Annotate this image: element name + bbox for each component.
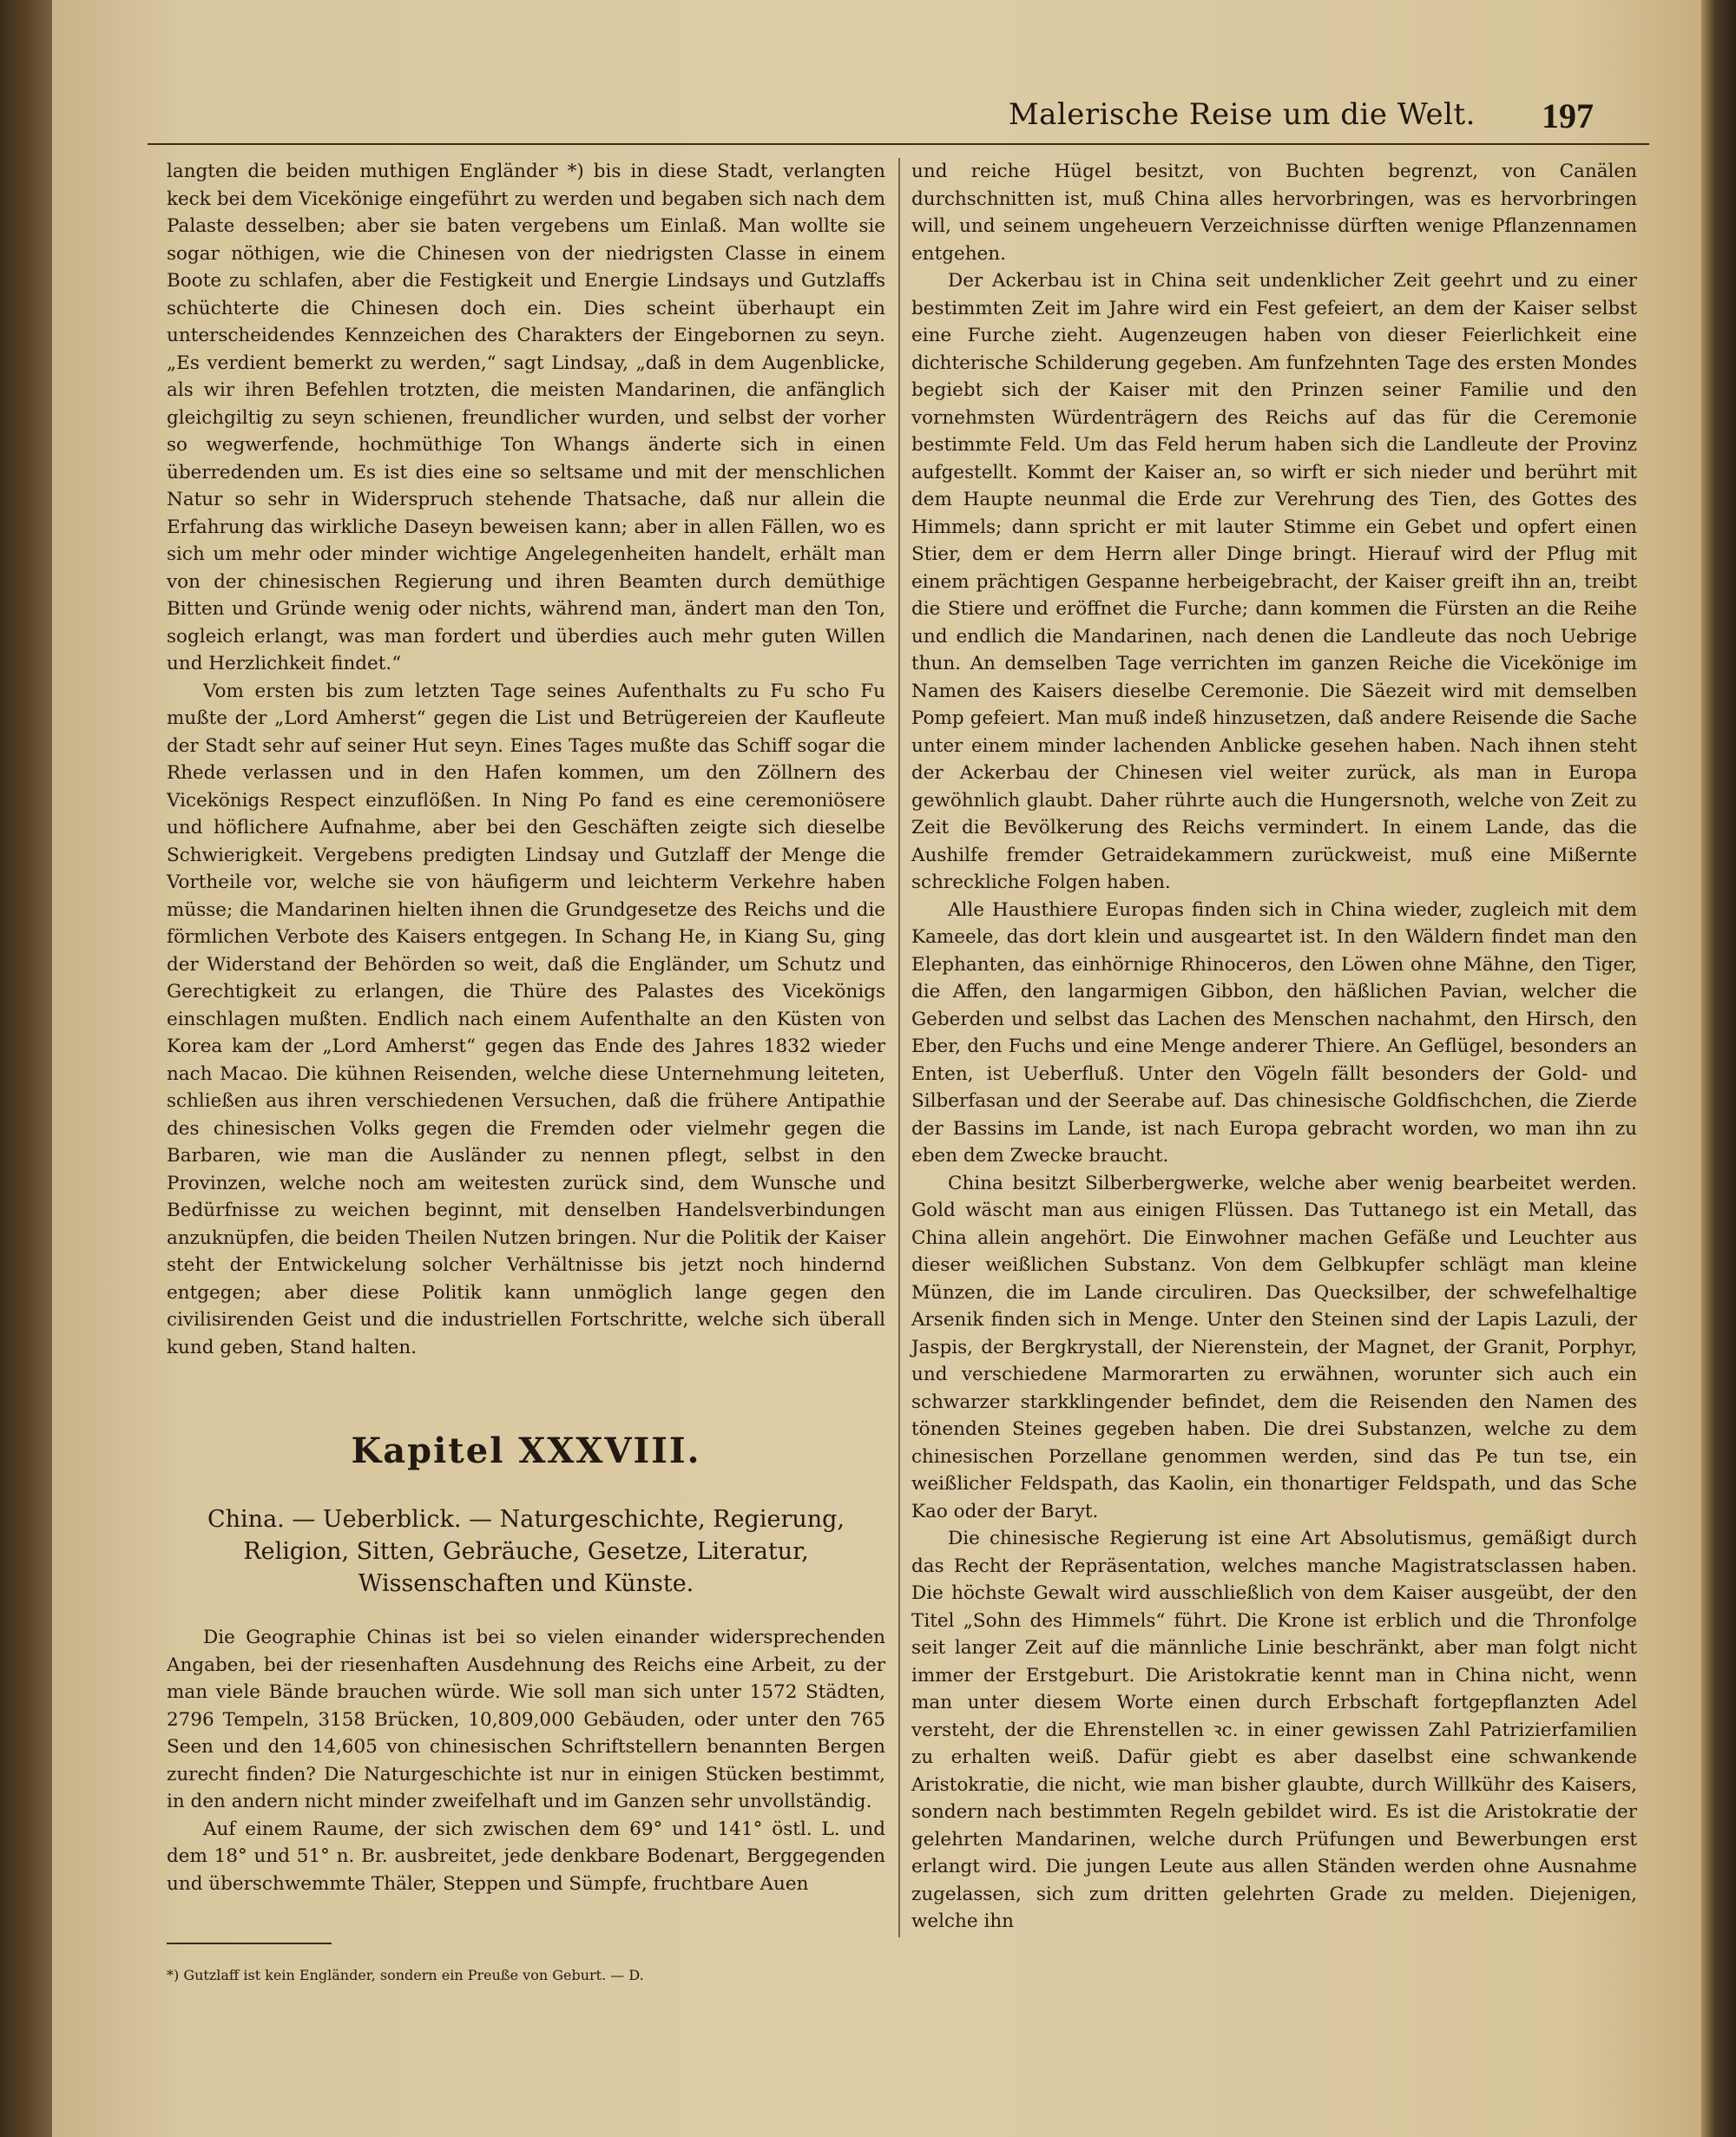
paragraph: Auf einem Raume, der sich zwischen dem 69° und 141° östl. L. und dem 18° und 51° n. Br. ausbreitet, jede denkbare Bodenart, Berggegenden und überschwemmte Thäler, Steppen und Sümpfe, fruchtbare Auen	[167, 1818, 885, 1895]
paragraph: Alle Hausthiere Europas finden sich in China wieder, zugleich mit dem Kameele, das dort klein und ausgeartet ist. In den Wäldern findet man den Elephanten, das einhörnige Rhinoceros, den Löwen ohne Mähne, den Tiger, die Affen, den langarmigen Gibbon, den häßlichen Pavian, welcher die Geberden und selbst das Lachen des Menschen nachahmt, den Hirsch, den Eber, den Fuchs und eine Menge anderer Thiere. An Geflügel, besonders an Enten, ist Ueberfluß. Unter den Vögeln fällt besonders der Gold- und Silberfasan und der Seerabe auf. Das chinesische Goldfischchen, die Zierde der Bassins im Lande, ist nach Europa gebracht worden, wo man ihn zu eben dem Zwecke braucht.	[911, 898, 1637, 1167]
header-rule	[148, 143, 1649, 145]
footnote: *) Gutzlaff ist kein Engländer, sondern ein Preuße von Geburt. — D.	[167, 1967, 644, 1983]
page-edge-shadow	[1701, 0, 1736, 2137]
right-column	[911, 158, 1637, 1936]
book-spine-shadow	[0, 0, 52, 2137]
running-head	[52, 95, 1597, 139]
column-divider	[898, 158, 900, 1937]
chapter-title: Kapitel XXXVIII.	[351, 1430, 701, 1471]
left-column	[167, 158, 885, 1986]
footnote-rule	[167, 1943, 332, 1944]
paragraph: Vom ersten bis zum letzten Tage seines Aufenthalts zu Fu scho Fu mußte der „Lord Amherst“ gegen die List und Betrügereien der Kaufleute der Stadt sehr auf seiner Hut seyn. Eines Tages mußte das Schiff sogar die Rhede verlassen und in den Hafen kommen, um den Zöllnern des Vicekönigs Respect einzuflößen. In Ning Po fand es eine ceremoniösere und höflichere Aufnahme, aber bei den Geschäften zeigte sich dieselbe Schwierigkeit. Vergebens predigten Lindsay und Gutzlaff der Menge die Vortheile vor, welche sie von häufigerm und leichterm Verkehre haben müsse; die Mandarinen hielten ihnen die Grundgesetze des Reichs und die förmlichen Verbote des Kaisers entgegen. In Schang He, in Kiang Su, ging der Widerstand der Behörden so weit, daß die Engländer, um Schutz und Gerechtigkeit zu erlangen, die Thüre des Palastes des Vicekönigs einschlagen mußten. Endlich nach einem Aufenthalte an den Küsten von Korea kam der „Lord Amherst“ gegen das Ende des Jahres 1832 wieder nach Macao. Die kühnen Reisenden, welche diese Unternehmung leiteten, schließen aus ihren verschiedenen Versuchen, daß die frühere Antipathie des chinesischen Volks gegen die Fremden oder vielmehr gegen die Barbaren, wie man die Ausländer zu nennen pflegt, selbst in den Provinzen, welche noch am weitesten zurück sind, dem Wunsche und Bedürfnisse zu weichen beginnt, mit denselben Handelsverbindungen anzuknüpfen, die beiden Theilen Nutzen bringen. Nur die Politik der Kaiser steht der Entwickelung solcher Verhältnisse bis jetzt noch hindernd entgegen; aber diese Politik kann unmöglich lange gegen den civilisirenden Geist und die industriellen Fortschritte, welche sich überall kund geben, Stand halten.	[167, 680, 885, 1358]
paragraph: Der Ackerbau ist in China seit undenklicher Zeit geehrt und zu einer bestimmten Zeit im Jahre wird ein Fest gefeiert, an dem der Kaiser selbst eine Furche zieht. Augenzeugen haben von dieser Feierlichkeit eine dichterische Schilderung gegeben. Am funfzehnten Tage des ersten Mondes begiebt sich der Kaiser mit den Prinzen seiner Familie und den vornehmsten Würdenträgern des Reichs auf das für die Ceremonie bestimmte Feld. Um das Feld herum haben sich die Landleute der Provinz aufgestellt. Kommt der Kaiser an, so wirft er sich nieder und berührt mit dem Haupte neunmal die Erde zur Verehrung des Tien, des Gottes des Himmels; dann spricht er mit lauter Stimme ein Gebet und opfert einen Stier, dem er dem Herrn aller Dinge bringt. Hierauf wird der Pflug mit einem prächtigen Gespanne herbeigebracht, der Kaiser greift ihn an, treibt die Stiere und eröffnet die Furche; dann kommen die Fürsten an die Reihe und endlich die Mandarinen, nach denen die Landleute das noch Uebrige thun. An demselben Tage verrichten im ganzen Reiche die Vicekönige im Namen des Kaisers dieselbe Ceremonie. Die Säezeit wird mit demselben Pomp gefeiert. Man muß indeß hinzusetzen, daß andere Reisende die Sache unter einem minder lachenden Anblicke gesehen haben. Nach ihnen steht der Ackerbau der Chinesen viel weiter zurück, als man in Europa gewöhnlich glaubt. Daher rührte auch die Hungersnoth, welche von Zeit zu Zeit die Bevölkerung des Reichs vermindert. In einem Lande, das die Aushilfe fremder Getraidekammern zurückweist, muß eine Mißernte schreckliche Folgen haben.	[911, 270, 1637, 893]
chapter-summary: China. — Ueberblick. — Naturgeschichte, Regierung, Religion, Sitten, Gebräuche, Gesetze, Literatur, Wissenschaften und Künste.	[207, 1506, 845, 1597]
paragraph: und reiche Hügel besitzt, von Buchten begrenzt, von Canälen durchschnitten ist, muß China alles hervorbringen, was es hervorbringen will, und seinem ungeheuern Verzeichnisse dürften wenige Pflanzennamen entgehen.	[911, 161, 1637, 265]
paragraph: langten die beiden muthigen Engländer *) bis in diese Stadt, verlangten keck bei dem Vicekönige eingeführt zu werden und begaben sich nach dem Palaste desselben; aber sie baten vergebens um Einlaß. Man wollte sie sogar nöthigen, wie die Chinesen von der niedrigsten Classe in einem Boote zu schlafen, aber die Festigkeit und Energie Lindsays und Gutzlaffs schüchterte die Chinesen doch ein. Dies scheint überhaupt ein unterscheidendes Kennzeichen des Charakters der Eingebornen zu seyn. „Es verdient bemerkt zu werden,“ sagt Lindsay, „daß in dem Augenblicke, als wir ihren Befehlen trotzten, die meisten Mandarinen, die anfänglich gleichgiltig zu seyn schienen, freundlicher wurden, und selbst der vorher so wegwerfende, hochmüthige Ton Whangs änderte sich in einen überredenden um. Es ist dies eine so seltsame und mit der menschlichen Natur so sehr in Widerspruch stehende Thatsache, daß nur allein die Erfahrung das wirkliche Daseyn beweisen kann; aber in allen Fällen, wo es sich um mehr oder minder wichtige Angelegenheiten handelt, erhält man von der chinesischen Regierung und ihren Beamten durch demüthige Bitten und Gründe wenig oder nichts, während man, ändert man den Ton, sogleich erlangt, was man fordert und überdies auch mehr guten Willen und Herzlichkeit findet.“	[167, 161, 885, 674]
running-title: Malerische Reise um die Welt.	[1008, 97, 1476, 132]
paragraph: China besitzt Silberbergwerke, welche aber wenig bearbeitet werden. Gold wäscht man aus einigen Flüssen. Das Tuttanego ist ein Metall, das China allein angehört. Die Einwohner machen Gefäße und Leuchter aus dieser weißlichen Substanz. Von dem Gelbkupfer schlägt man kleine Münzen, die im Lande circuliren. Das Quecksilber, der schwefelhaltige Arsenik finden sich in Menge. Unter den Steinen sind der Lapis Lazuli, der Jaspis, der Bergkrystall, der Nierenstein, der Magnet, der Granit, Porphyr, und verschiedene Marmorarten zu erwähnen, worunter sich auch ein schwarzer starkklingender befindet, dem die Reisenden den Namen des tönenden Steines gegeben haben. Die drei Substanzen, welche zu dem chinesischen Porzellane genommen werden, sind das Pe tun tse, ein weißlicher Feldspath, das Kaolin, ein thonartiger Feldspath, und das Sche Kao oder der Baryt.	[911, 1172, 1637, 1522]
paragraph: Die chinesische Regierung ist eine Art Absolutismus, gemäßigt durch das Recht der Repräsentation, welches manche Magistratsclassen haben. Die höchste Gewalt wird ausschließlich von dem Kaiser ausgeübt, der den Titel „Sohn des Himmels“ führt. Die Krone ist erblich und die Thronfolge seit langer Zeit auf die männliche Linie beschränkt, aber man folgt nicht immer der Erstgeburt. Die Aristokratie kennt man in China nicht, wenn man unter diesem Worte einen durch Erbschaft fortgepflanzten Adel versteht, der die Ehrenstellen ꝛc. in einer gewissen Zahl Patrizierfamilien zu erhalten weiß. Dafür giebt es aber daselbst eine schwankende Aristokratie, die nicht, wie man bisher glaubte, durch Willkühr des Kaisers, sondern nach bestimmten Regeln gebildet wird. Es ist die Aristokratie der gelehrten Mandarinen, welche durch Prüfungen und Bewerbungen erst erlangt wird. Die jungen Leute aus allen Ständen werden ohne Ausnahme zugelassen, sich zum dritten gelehrten Grade zu melden. Diejenigen, welche ihn	[911, 1528, 1637, 1932]
paragraph: Die Geographie Chinas ist bei so vielen einander widersprechenden Angaben, bei der riesenhaften Ausdehnung des Reichs eine Arbeit, zu der man viele Bände brauchen würde. Wie soll man sich unter 1572 Städten, 2796 Tempeln, 3158 Brücken, 10,809,000 Gebäuden, oder unter den 765 Seen und den 14,605 von chinesischen Schriftstellern benannten Bergen zurecht finden? Die Naturgeschichte ist nur in einigen Stücken bestimmt, in den andern nicht minder zweifelhaft und im Ganzen sehr unvollständig.	[167, 1627, 885, 1812]
book-page	[52, 0, 1701, 2137]
page-number: 197	[1542, 96, 1594, 135]
